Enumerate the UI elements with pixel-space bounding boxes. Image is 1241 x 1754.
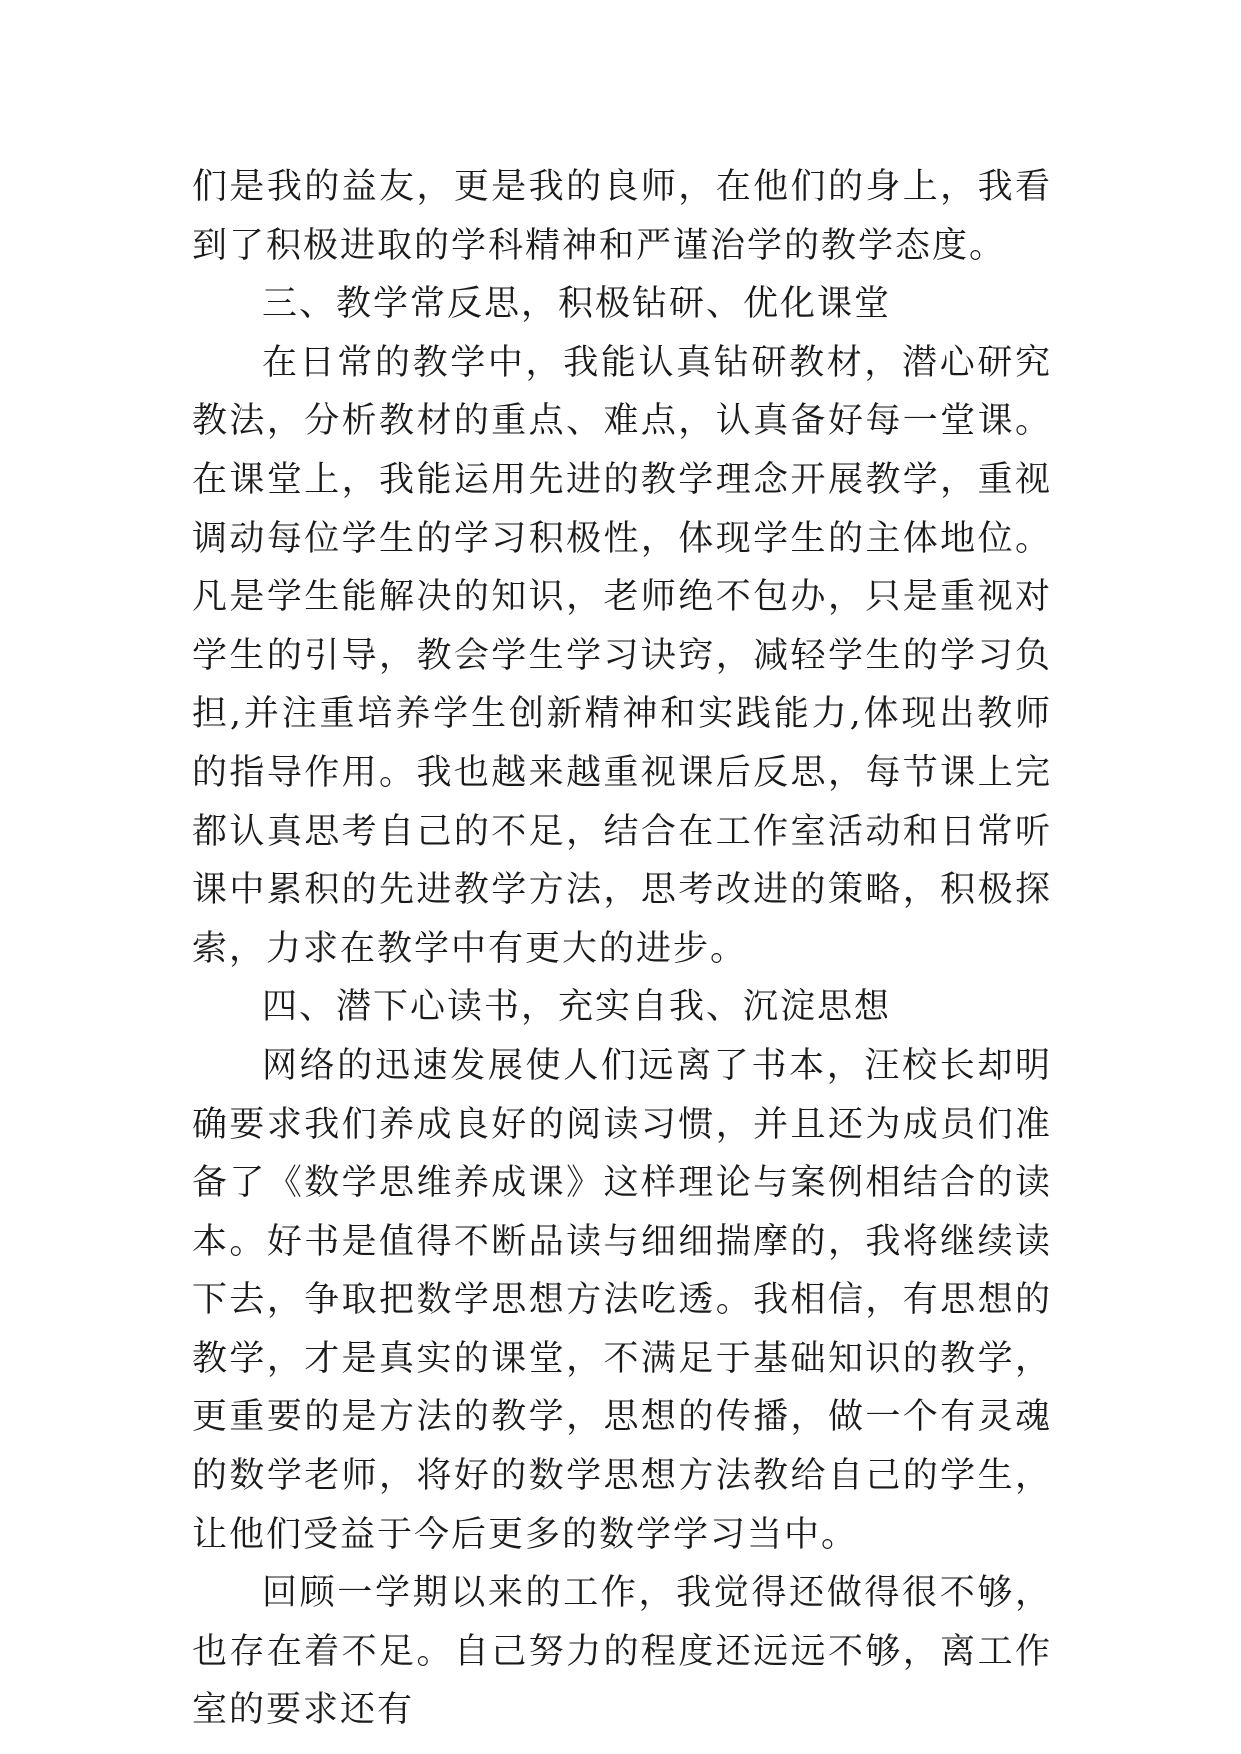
paragraph-teaching-reflection: 在日常的教学中，我能认真钻研教材，潜心研究教法，分析教材的重点、难点，认真备好每一堂课。在课堂上，我能运用先进的教学理念开展教学，重视调动每位学生的学习积极性，体现学生的主体地位。凡是学生能解决的知识，老师绝不包办，只是重视对学生的引导，教会学生学习诀窍，减轻学生的学习负担,并注重培养学生创新精神和实践能力,体现出教师的指导作用。我也越来越重视课后反思，每节课上完都认真思考自己的不足，结合在工作室活动和日常听课中累积的先进教学方法，思考改进的策略，积极探索，力求在教学中有更大的进步。 (192, 342, 1052, 969)
paragraph-review: 回顾一学期以来的工作，我觉得还做得很不够，也存在着不足。自己努力的程度还远远不够，离工作室的要求还有 (192, 1573, 1052, 1731)
paragraph-reading: 网络的迅速发展使人们远离了书本，汪校长却明确要求我们养成良好的阅读习惯，并且还为成员们准备了《数学思维养成课》这样理论与案例相结合的读本。好书是值得不断品读与细细揣摩的，我将继续读下去，争取把数学思想方法吃透。我相信，有思想的教学，才是真实的课堂，不满足于基础知识的教学，更重要的是方法的教学，思想的传播，做一个有灵魂的数学老师，将好的数学思想方法教给自己的学生，让他们受益于今后更多的数学学习当中。 (192, 1045, 1052, 1555)
paragraph-continued: 们是我的益友，更是我的良师，在他们的身上，我看到了积极进取的学科精神和严谨治学的教学态度。 (192, 167, 1052, 266)
document-body (192, 158, 1052, 1740)
section-heading-four: 四、潜下心读书，充实自我、沉淀思想 (262, 987, 892, 1028)
section-heading-three: 三、教学常反思，积极钻研、优化课堂 (262, 284, 892, 325)
